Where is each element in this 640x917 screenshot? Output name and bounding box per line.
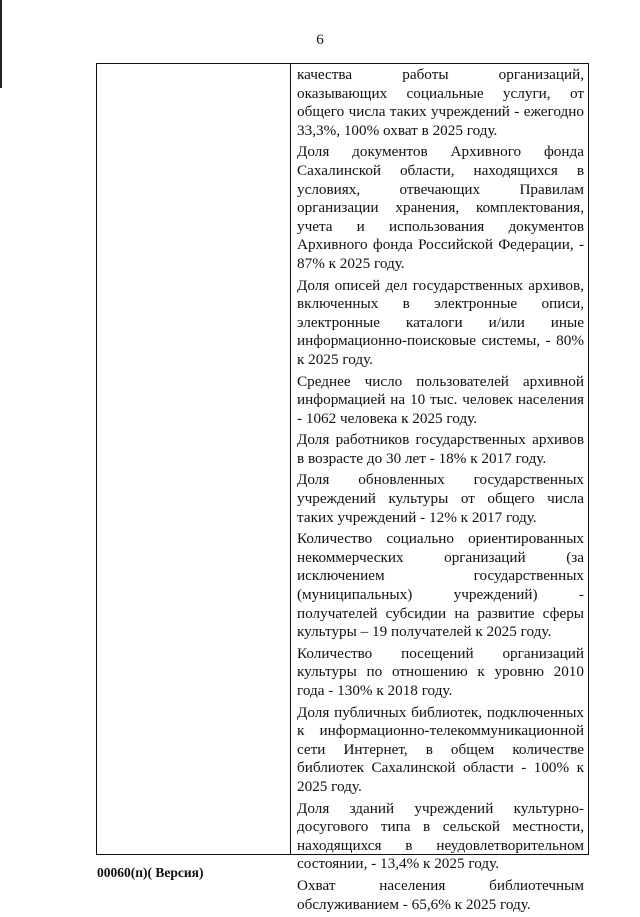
indicator-paragraph: Количество посещений организаций культуры по отношению к уровню 2010 года - 130% к 2018 году. [297,644,584,699]
table-cell-indicators [297,66,584,917]
indicator-paragraph: Доля описей дел государственных архивов, включенных в электронные описи, электронные каталоги и/или иные информационно-поисковые системы, - 80% к 2025 году. [297,276,584,368]
indicator-paragraph: Количество социально ориентированных некоммерческих организаций (за исключением государственных (муниципальных) учреждений) - получателей субсидии на развитие сферы культуры – 19 получателей к 2025 году. [297,530,584,641]
indicator-paragraph: Среднее число пользователей архивной информацией на 10 тыс. человек населения - 1062 человека к 2025 году. [297,372,584,427]
indicator-paragraph: Доля обновленных государственных учреждений культуры от общего числа таких учреждений - 12% к 2017 году. [297,471,584,526]
indicator-paragraph: Охват населения библиотечным обслуживанием - 65,6% к 2025 году. [297,876,584,913]
indicator-paragraph: Доля зданий учреждений культурно-досугового типа в сельской местности, находящихся в неудовлетворительном состоянии, - 13,4% к 2025 году. [297,799,584,873]
document-code-footer: 00060(п)( Версия) [97,865,204,880]
page-number: 6 [316,32,324,48]
indicator-paragraph: качества работы организаций, оказывающих социальные услуги, от общего числа таких учреждений - ежегодно 33,3%, 100% охват в 2025 году. [297,66,584,139]
indicator-paragraph: Доля документов Архивного фонда Сахалинской области, находящихся в условиях, отвечающих Правилам организации хранения, комплектования, учета и использования документов Архивного фонда Российской Федерации, - 87% к 2025 году. [297,143,584,272]
indicator-paragraph: Доля работников государственных архивов в возрасте до 30 лет - 18% к 2017 году. [297,431,584,467]
indicator-paragraph: Доля публичных библиотек, подключенных к информационно-телекоммуникационной сети Интернет, в общем количестве библиотек Сахалинской области - 100% к 2025 году. [297,703,584,795]
column-divider [290,64,291,854]
